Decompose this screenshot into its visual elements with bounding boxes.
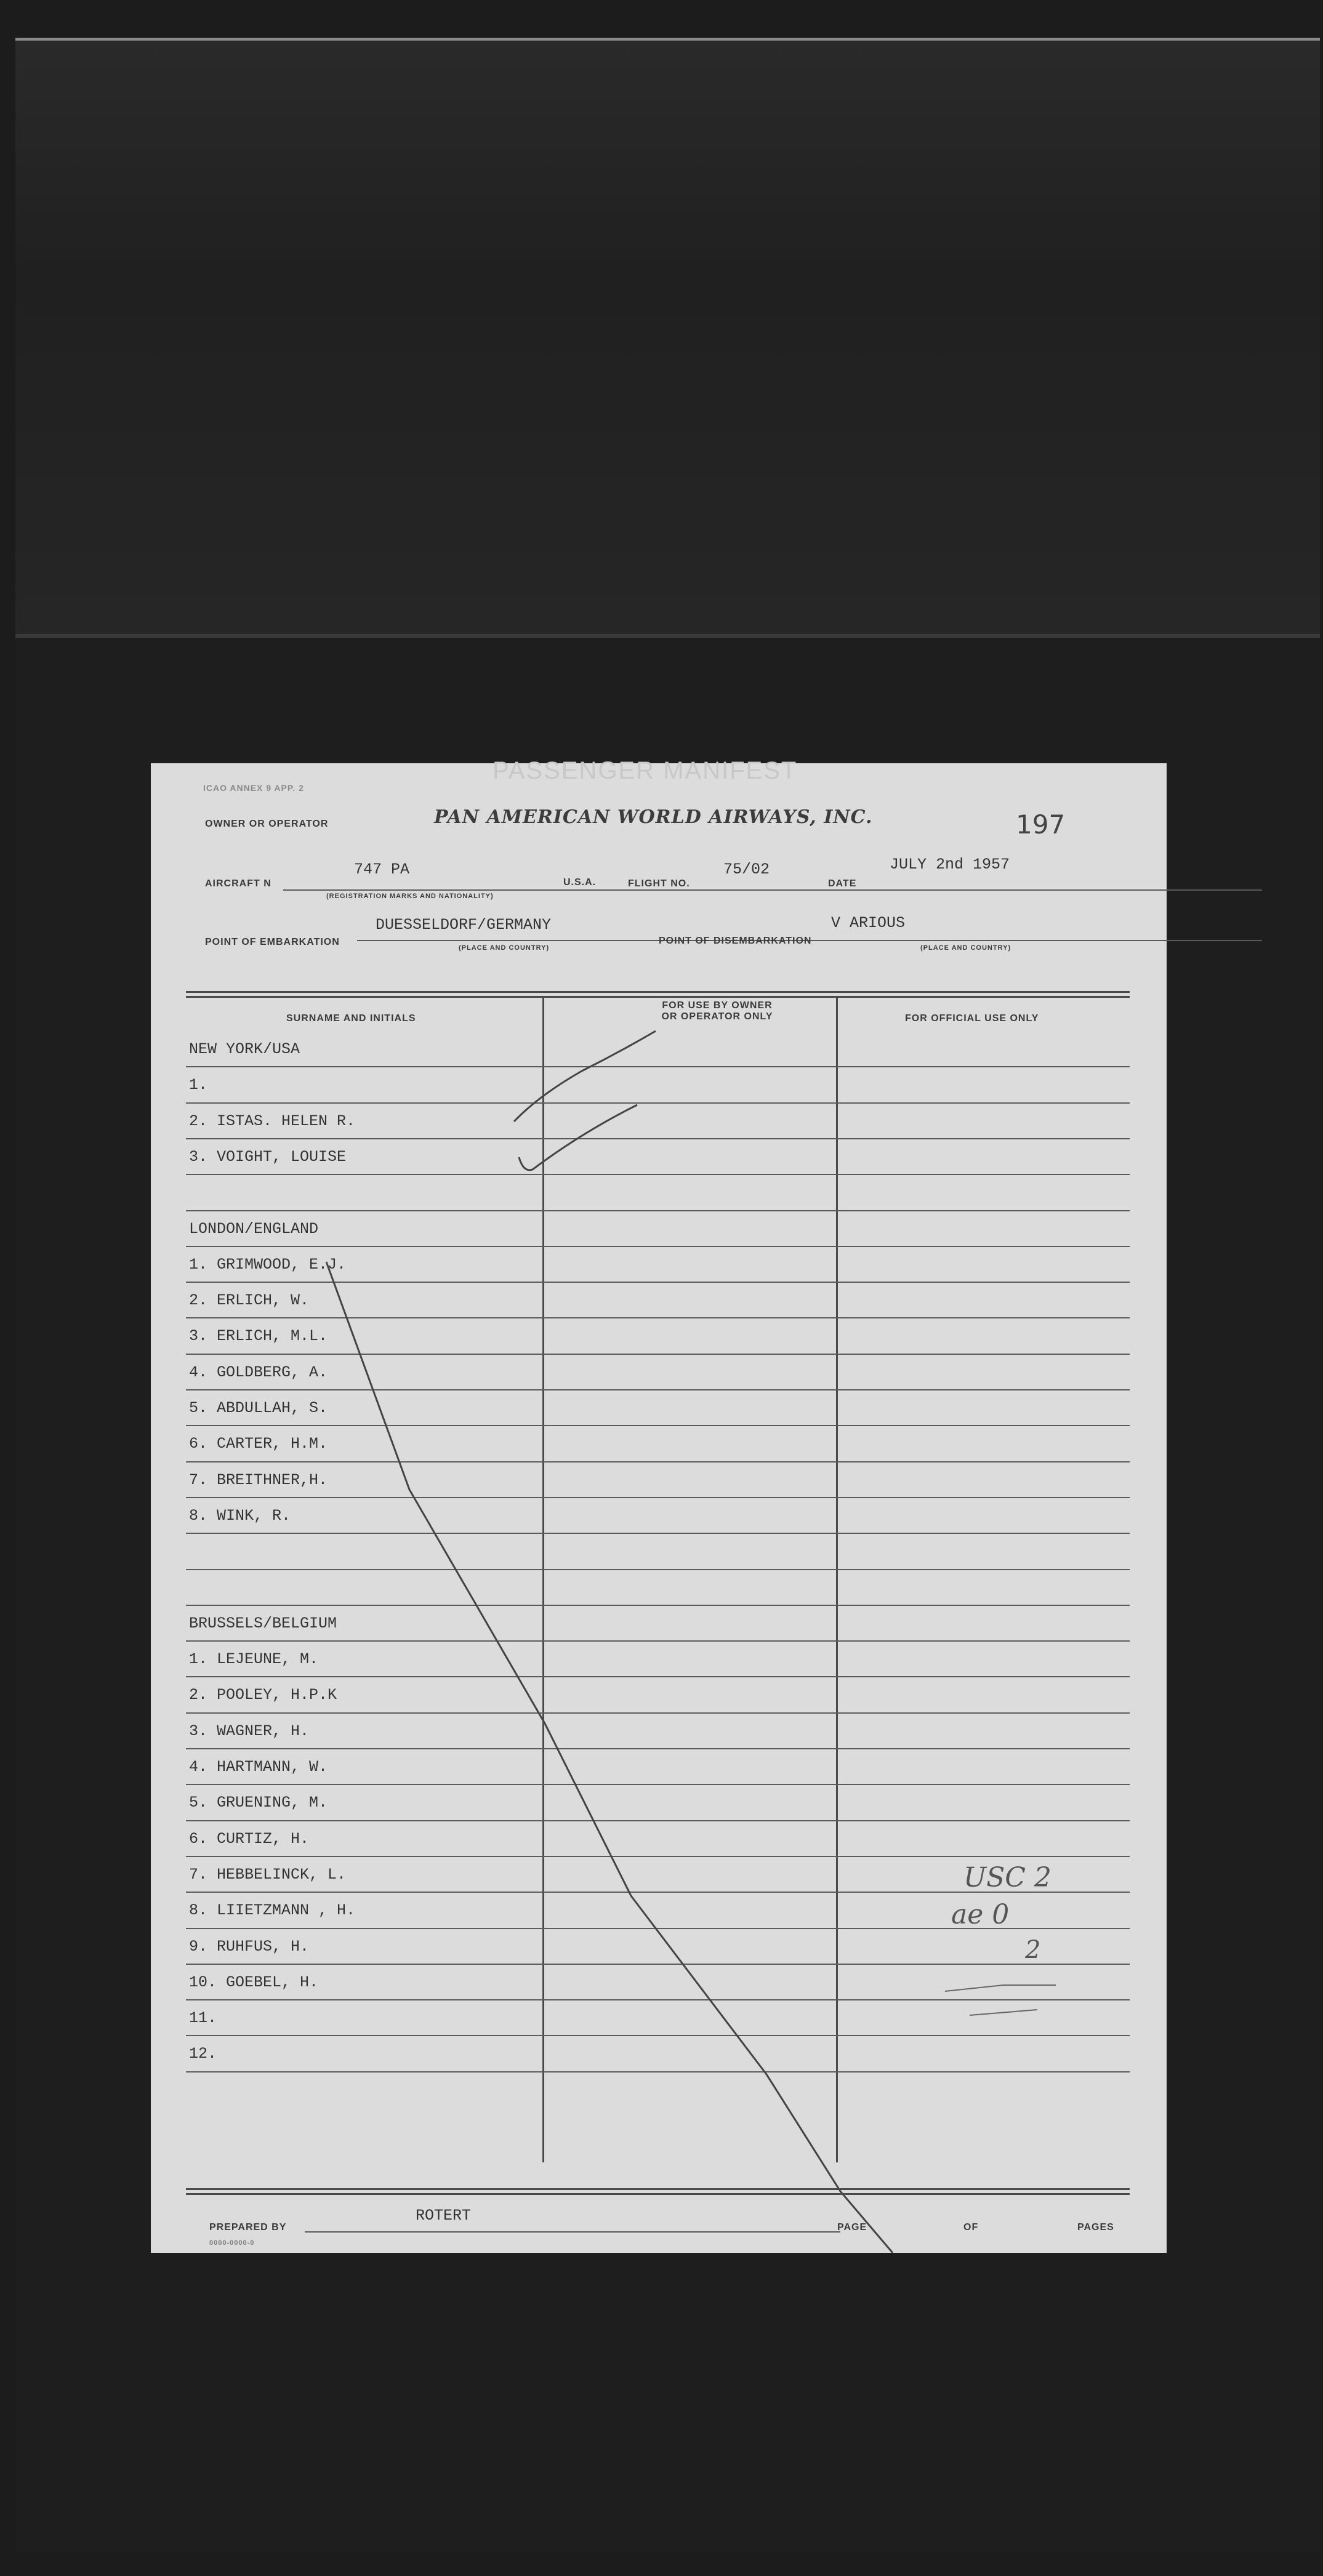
scan-top-area	[15, 37, 1320, 634]
row-text: 2. ERLICH, W.	[189, 1291, 310, 1310]
row-text: LONDON/ENGLAND	[189, 1219, 319, 1238]
row-text: NEW YORK/USA	[189, 1040, 300, 1058]
flight-label: FLIGHT NO.	[628, 878, 690, 889]
pages-label: PAGES	[1077, 2222, 1114, 2233]
hand-marks	[151, 763, 1167, 2253]
footer-rule	[186, 2188, 1130, 2190]
row-text: 12.	[189, 2045, 217, 2063]
row-text: 6. CARTER, H.M.	[189, 1435, 328, 1453]
row-text: 11.	[189, 2009, 217, 2028]
footer-rule-2	[186, 2193, 1130, 2195]
row-text: 7. HEBBELINCK, L.	[189, 1865, 347, 1884]
row-text: 3. WAGNER, H.	[189, 1722, 310, 1740]
row-text: 3. VOIGHT, LOUISE	[189, 1147, 347, 1166]
aircraft-label: AIRCRAFT N	[205, 878, 271, 889]
row-text: 4. GOLDBERG, A.	[189, 1363, 328, 1381]
disembark-sublabel: (PLACE AND COUNTRY)	[920, 944, 1011, 952]
disembark-value: V ARIOUS	[831, 914, 906, 932]
prepared-label: PREPARED BY	[209, 2222, 287, 2233]
company-name: PAN AMERICAN WORLD AIRWAYS, INC.	[434, 806, 873, 828]
manifest-page	[151, 757, 1167, 2253]
scribble-underline-1	[945, 1985, 1056, 1991]
check-mark-2	[519, 1105, 637, 1170]
row-text: 4. HARTMANN, W.	[189, 1758, 328, 1776]
row-text: 3. ERLICH, M.L.	[189, 1327, 328, 1346]
row-text: 8. WINK, R.	[189, 1506, 291, 1525]
col2-header-line2: OR OPERATOR ONLY	[661, 1011, 773, 1022]
page-number-handwritten: 197	[1016, 809, 1066, 840]
row-text: 10. GOEBEL, H.	[189, 1973, 319, 1991]
aircraft-value: 747 PA	[354, 861, 410, 878]
form-number: 0000-0000-0	[209, 2239, 255, 2247]
col1-header: SURNAME AND INITIALS	[286, 1013, 416, 1024]
row-text: 7. BREITHNER,H.	[189, 1471, 328, 1489]
row-text: 1. LEJEUNE, M.	[189, 1650, 319, 1669]
prepared-line	[305, 2231, 840, 2233]
row-text: 1.	[189, 1076, 208, 1094]
official-note-3: 2	[1025, 1936, 1041, 1964]
embark-sublabel: (PLACE AND COUNTRY)	[459, 944, 550, 952]
prepared-value: ROTERT	[416, 2207, 472, 2225]
flight-value: 75/02	[723, 861, 770, 878]
embark-label: POINT OF EMBARKATION	[205, 937, 340, 947]
date-label: DATE	[828, 878, 857, 889]
col3-header: FOR OFFICIAL USE ONLY	[905, 1013, 1039, 1024]
page-label: PAGE	[837, 2222, 867, 2233]
col2-header-line1: FOR USE BY OWNER	[662, 1000, 773, 1011]
row-text: 1. GRIMWOOD, E.J.	[189, 1255, 347, 1274]
row-text: 6. CURTIZ, H.	[189, 1829, 310, 1848]
date-value: JULY 2nd 1957	[890, 856, 1010, 873]
row-text: 8. LIIETZMANN , H.	[189, 1901, 356, 1920]
scan-top-edge	[15, 38, 1320, 41]
row-text: BRUSSELS/BELGIUM	[189, 1614, 337, 1632]
official-note-2: ae 0	[951, 1899, 1010, 1930]
embark-value: DUESSELDORF/GERMANY	[376, 916, 552, 934]
row-text: 2. ISTAS. HELEN R.	[189, 1112, 356, 1130]
row-text: 9. RUHFUS, H.	[189, 1937, 310, 1956]
official-note-1: USC 2	[963, 1862, 1052, 1893]
row-text: 5. GRUENING, M.	[189, 1794, 328, 1812]
faded-title: PASSENGER MANIFEST	[493, 757, 798, 784]
of-label: OF	[963, 2222, 979, 2233]
diagonal-line	[326, 1262, 893, 2253]
check-mark-1	[514, 1031, 656, 1121]
row-text: 2. POOLEY, H.P.K	[189, 1686, 337, 1704]
scribble-underline-2	[970, 2010, 1037, 2015]
faded-form-code: ICAO ANNEX 9 APP. 2	[203, 783, 304, 793]
disembark-label: POINT OF DISEMBARKATION	[659, 936, 812, 946]
nationality: U.S.A.	[563, 877, 597, 888]
row-text: 5. ABDULLAH, S.	[189, 1399, 328, 1417]
owner-label: OWNER OR OPERATOR	[205, 819, 329, 829]
aircraft-sublabel: (REGISTRATION MARKS AND NATIONALITY)	[326, 893, 494, 900]
